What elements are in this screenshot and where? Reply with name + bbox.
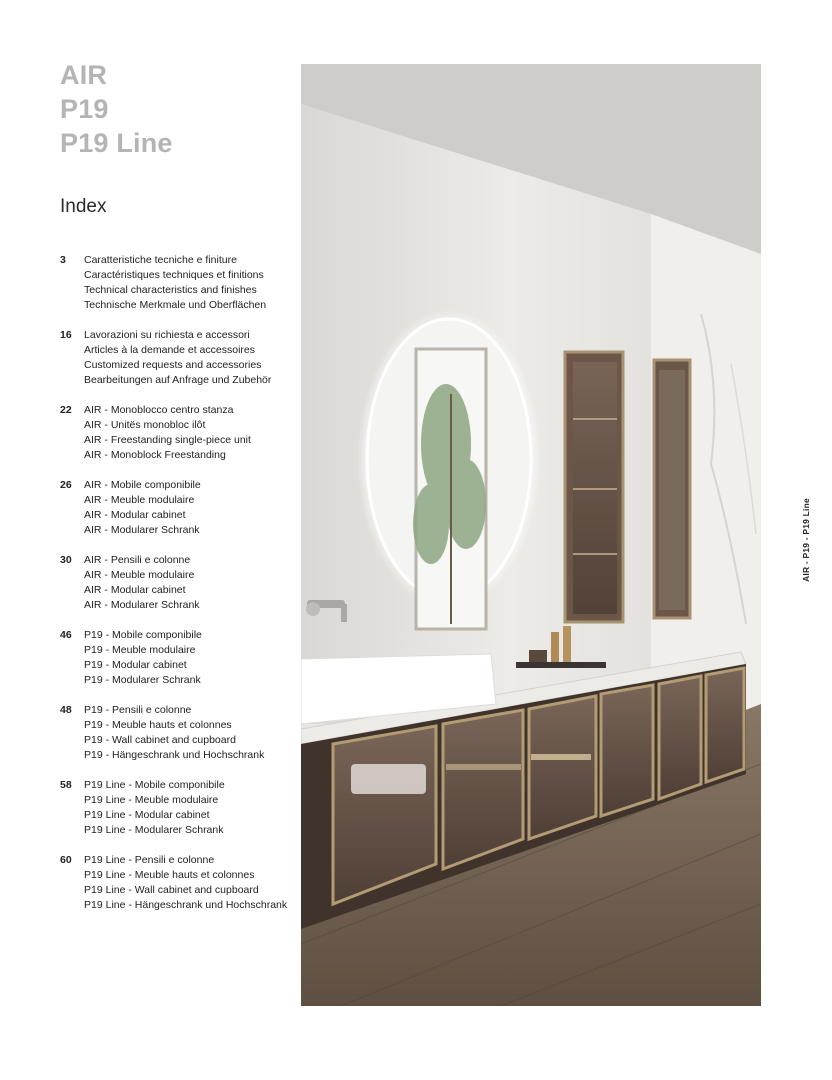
- index-entry: [60, 253, 295, 313]
- index-entry: [60, 853, 295, 913]
- index-entry-line: P19 Line - Mobile componibile: [84, 779, 225, 791]
- index-page-number: 60: [60, 854, 72, 866]
- index-entry-line: Customized requests and accessories: [84, 359, 262, 371]
- index-entry-line: Technical characteristics and finishes: [84, 284, 257, 296]
- index-entry-lines: [84, 328, 295, 388]
- index-entry-line: AIR - Modular cabinet: [84, 509, 186, 521]
- index-entry-line: Bearbeitungen auf Anfrage und Zubehör: [84, 374, 272, 386]
- index-entry: [60, 553, 295, 613]
- index-page-number: 22: [60, 404, 72, 416]
- index-entry-line: AIR - Freestanding single-piece unit: [84, 434, 251, 446]
- index-entry-line: AIR - Pensili e colonne: [84, 554, 191, 566]
- index-entry-line: P19 Line - Meuble hauts et colonnes: [84, 869, 255, 881]
- index-entry-line: AIR - Meuble modulaire: [84, 494, 195, 506]
- index-entry: [60, 778, 295, 838]
- index-entry-line: P19 Line - Modularer Schrank: [84, 824, 224, 836]
- index-entry: [60, 703, 295, 763]
- index-entry-lines: [84, 478, 295, 538]
- index-page-number: 48: [60, 704, 72, 716]
- index-page-number: 3: [60, 254, 66, 266]
- index-entry-line: P19 - Pensili e colonne: [84, 704, 192, 716]
- index-page-number: 30: [60, 554, 72, 566]
- index-entry-line: P19 Line - Pensili e colonne: [84, 854, 215, 866]
- index-entry-lines: [84, 628, 295, 688]
- title-p19: P19: [60, 94, 109, 124]
- index-entry-line: P19 - Meuble hauts et colonnes: [84, 719, 232, 731]
- index-entry-line: Technische Merkmale und Oberflächen: [84, 299, 267, 311]
- index-heading: Index: [60, 196, 107, 217]
- index-entry: [60, 403, 295, 463]
- index-entry-line: P19 - Modularer Schrank: [84, 674, 201, 686]
- index-entry-line: P19 - Meuble modulaire: [84, 644, 196, 656]
- collection-titles: [60, 58, 173, 160]
- index-entry-line: P19 - Modular cabinet: [84, 659, 187, 671]
- index-entry-line: AIR - Monoblocco centro stanza: [84, 404, 234, 416]
- index-entry-lines: [84, 703, 295, 763]
- index-entry-line: AIR - Mobile componibile: [84, 479, 201, 491]
- index-entry: [60, 478, 295, 538]
- index-entry-lines: [84, 403, 295, 463]
- index-entry-line: Caratteristiche tecniche e finiture: [84, 254, 237, 266]
- title-air: AIR: [60, 60, 108, 90]
- index-page-number: 26: [60, 479, 72, 491]
- index-entry-line: AIR - Modularer Schrank: [84, 524, 200, 536]
- index-entry-line: P19 - Mobile componibile: [84, 629, 202, 641]
- index-page-number: 58: [60, 779, 72, 791]
- index-entry-lines: [84, 553, 295, 613]
- index-entry-lines: [84, 853, 295, 913]
- index-entry-line: AIR - Monoblock Freestanding: [84, 449, 226, 461]
- index-entry: [60, 628, 295, 688]
- index-page-number: 16: [60, 329, 72, 341]
- index-entry-line: P19 Line - Modular cabinet: [84, 809, 210, 821]
- index-entry-lines: [84, 253, 295, 313]
- index-entry-lines: [84, 778, 295, 838]
- index-entry-line: Lavorazioni su richiesta e accessori: [84, 329, 250, 341]
- index-entry-line: AIR - Modular cabinet: [84, 584, 186, 596]
- index-entry-line: P19 Line - Meuble modulaire: [84, 794, 219, 806]
- index-entry-line: Articles à la demande et accessoires: [84, 344, 255, 356]
- bathroom-photo: [301, 64, 761, 1006]
- index-page-number: 46: [60, 629, 72, 641]
- index-entry-line: AIR - Unitës monobloc ilôt: [84, 419, 206, 431]
- index-entry-line: P19 - Hängeschrank und Hochschrank: [84, 749, 265, 761]
- index-entry-line: Caractéristiques techniques et finitions: [84, 269, 264, 281]
- side-collection-label: AIR - P19 - P19 Line: [801, 498, 811, 582]
- index-entry-line: P19 Line - Wall cabinet and cupboard: [84, 884, 259, 896]
- index-list: [60, 253, 295, 928]
- title-p19-line: P19 Line: [60, 128, 173, 158]
- index-entry: [60, 328, 295, 388]
- index-entry-line: AIR - Meuble modulaire: [84, 569, 195, 581]
- index-entry-line: AIR - Modularer Schrank: [84, 599, 200, 611]
- index-entry-line: P19 - Wall cabinet and cupboard: [84, 734, 236, 746]
- index-entry-line: P19 Line - Hängeschrank und Hochschrank: [84, 899, 288, 911]
